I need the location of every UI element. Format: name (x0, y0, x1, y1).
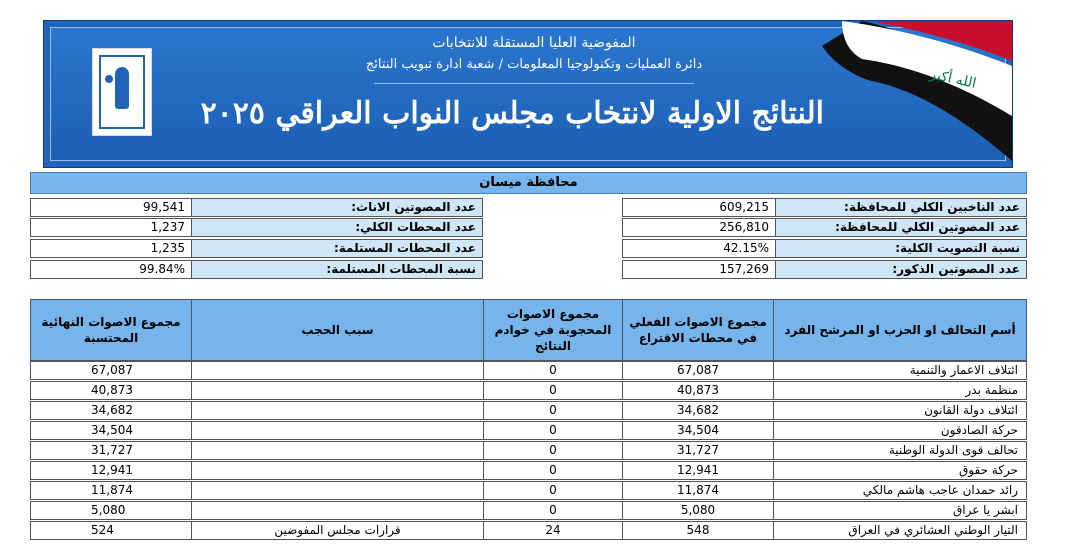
ihec-logo-icon (92, 48, 152, 136)
row-withhold-reason (191, 441, 484, 460)
row-withhold-reason: قرارات مجلس المفوضين (191, 521, 484, 540)
row-actual-votes: 12,941 (622, 461, 774, 480)
logo-dot (105, 75, 113, 83)
row-party-name: ابشر يا عراق (773, 501, 1027, 520)
row-withheld-votes: 0 (483, 421, 623, 440)
row-withheld-votes: 0 (483, 441, 623, 460)
row-actual-votes: 31,727 (622, 441, 774, 460)
stat-value-male-voters: 157,269 (622, 260, 776, 279)
row-withhold-reason (191, 361, 484, 380)
header-divider (374, 83, 694, 84)
row-actual-votes: 548 (622, 521, 774, 540)
row-party-name: ائتلاف الاعمار والتنمية (773, 361, 1027, 380)
stat-value-female-voters: 99,541 (30, 198, 192, 217)
stat-label-received-rate: نسبة المحطات المستلمة: (191, 260, 483, 279)
row-final-votes: 34,504 (30, 421, 192, 440)
stat-value-turnout-rate: 42.15% (622, 239, 776, 258)
row-actual-votes: 40,873 (622, 381, 774, 400)
stat-value-received-rate: 99.84% (30, 260, 192, 279)
province-title: محافظة ميسان (30, 172, 1027, 194)
row-withheld-votes: 0 (483, 481, 623, 500)
row-final-votes: 40,873 (30, 381, 192, 400)
row-withhold-reason (191, 381, 484, 400)
row-final-votes: 67,087 (30, 361, 192, 380)
col-header-final: مجموع الاصوات النهائية المحتسبة (30, 299, 192, 361)
row-withhold-reason (191, 421, 484, 440)
row-withheld-votes: 0 (483, 401, 623, 420)
row-party-name: التيار الوطني العشائري في العراق (773, 521, 1027, 540)
stat-label-female-voters: عدد المصوتين الاناث: (191, 198, 483, 217)
row-withhold-reason (191, 401, 484, 420)
row-withheld-votes: 24 (483, 521, 623, 540)
row-party-name: تحالف قوى الدولة الوطنية (773, 441, 1027, 460)
row-final-votes: 34,682 (30, 401, 192, 420)
row-party-name: ائتلاف دولة القانون (773, 401, 1027, 420)
row-actual-votes: 5,080 (622, 501, 774, 520)
row-actual-votes: 11,874 (622, 481, 774, 500)
row-withhold-reason (191, 501, 484, 520)
row-actual-votes: 34,682 (622, 401, 774, 420)
col-header-reason: سبب الحجب (191, 299, 484, 361)
row-final-votes: 524 (30, 521, 192, 540)
col-header-name: أسم التحالف او الحزب او المرشح الفرد (773, 299, 1027, 361)
stat-value-received-stations: 1,235 (30, 239, 192, 258)
row-withheld-votes: 0 (483, 361, 623, 380)
row-withhold-reason (191, 481, 484, 500)
page-title: النتائج الاولية لانتخاب مجلس النواب العراقي ٢٠٢٥ (200, 96, 824, 131)
row-party-name: رائد حمدان عاجب هاشم مالكي (773, 481, 1027, 500)
stat-label-total-stations: عدد المحطات الكلي: (191, 218, 483, 237)
org-line: المفوضية العليا المستقلة للانتخابات (432, 35, 636, 51)
stat-label-received-stations: عدد المحطات المستلمة: (191, 239, 483, 258)
row-withheld-votes: 0 (483, 461, 623, 480)
row-withheld-votes: 0 (483, 501, 623, 520)
dept-line: دائرة العمليات وتكنولوجيا المعلومات / شعبة ادارة تبويب النتائج (365, 57, 703, 72)
stat-label-male-voters: عدد المصوتين الذكور: (775, 260, 1027, 279)
header-banner (43, 20, 1013, 168)
row-withhold-reason (191, 461, 484, 480)
row-withheld-votes: 0 (483, 381, 623, 400)
iraq-flag-icon (802, 21, 1012, 161)
row-party-name: حركة حقوق (773, 461, 1027, 480)
row-final-votes: 31,727 (30, 441, 192, 460)
stat-value-total-stations: 1,237 (30, 218, 192, 237)
stat-label-total-turnout: عدد المصوتين الكلي للمحافظة: (775, 218, 1027, 237)
row-party-name: منظمة بدر (773, 381, 1027, 400)
row-final-votes: 5,080 (30, 501, 192, 520)
stat-value-total-turnout: 256,810 (622, 218, 776, 237)
col-header-actual: مجموع الاصوات الفعلي في محطات الاقتراع (622, 299, 774, 361)
row-final-votes: 11,874 (30, 481, 192, 500)
flag-script: الله أكبر (928, 66, 978, 92)
row-actual-votes: 34,504 (622, 421, 774, 440)
row-actual-votes: 67,087 (622, 361, 774, 380)
stat-label-total-voters: عدد الناخبين الكلي للمحافظة: (775, 198, 1027, 217)
stat-value-total-voters: 609,215 (622, 198, 776, 217)
row-final-votes: 12,941 (30, 461, 192, 480)
col-header-withheld: مجموع الاصوات المحجوبة في خوادم النتائج (483, 299, 623, 361)
stat-label-turnout-rate: نسبة التصويت الكلية: (775, 239, 1027, 258)
row-party-name: حركة الصادقون (773, 421, 1027, 440)
logo-ballot-shape (115, 67, 129, 109)
